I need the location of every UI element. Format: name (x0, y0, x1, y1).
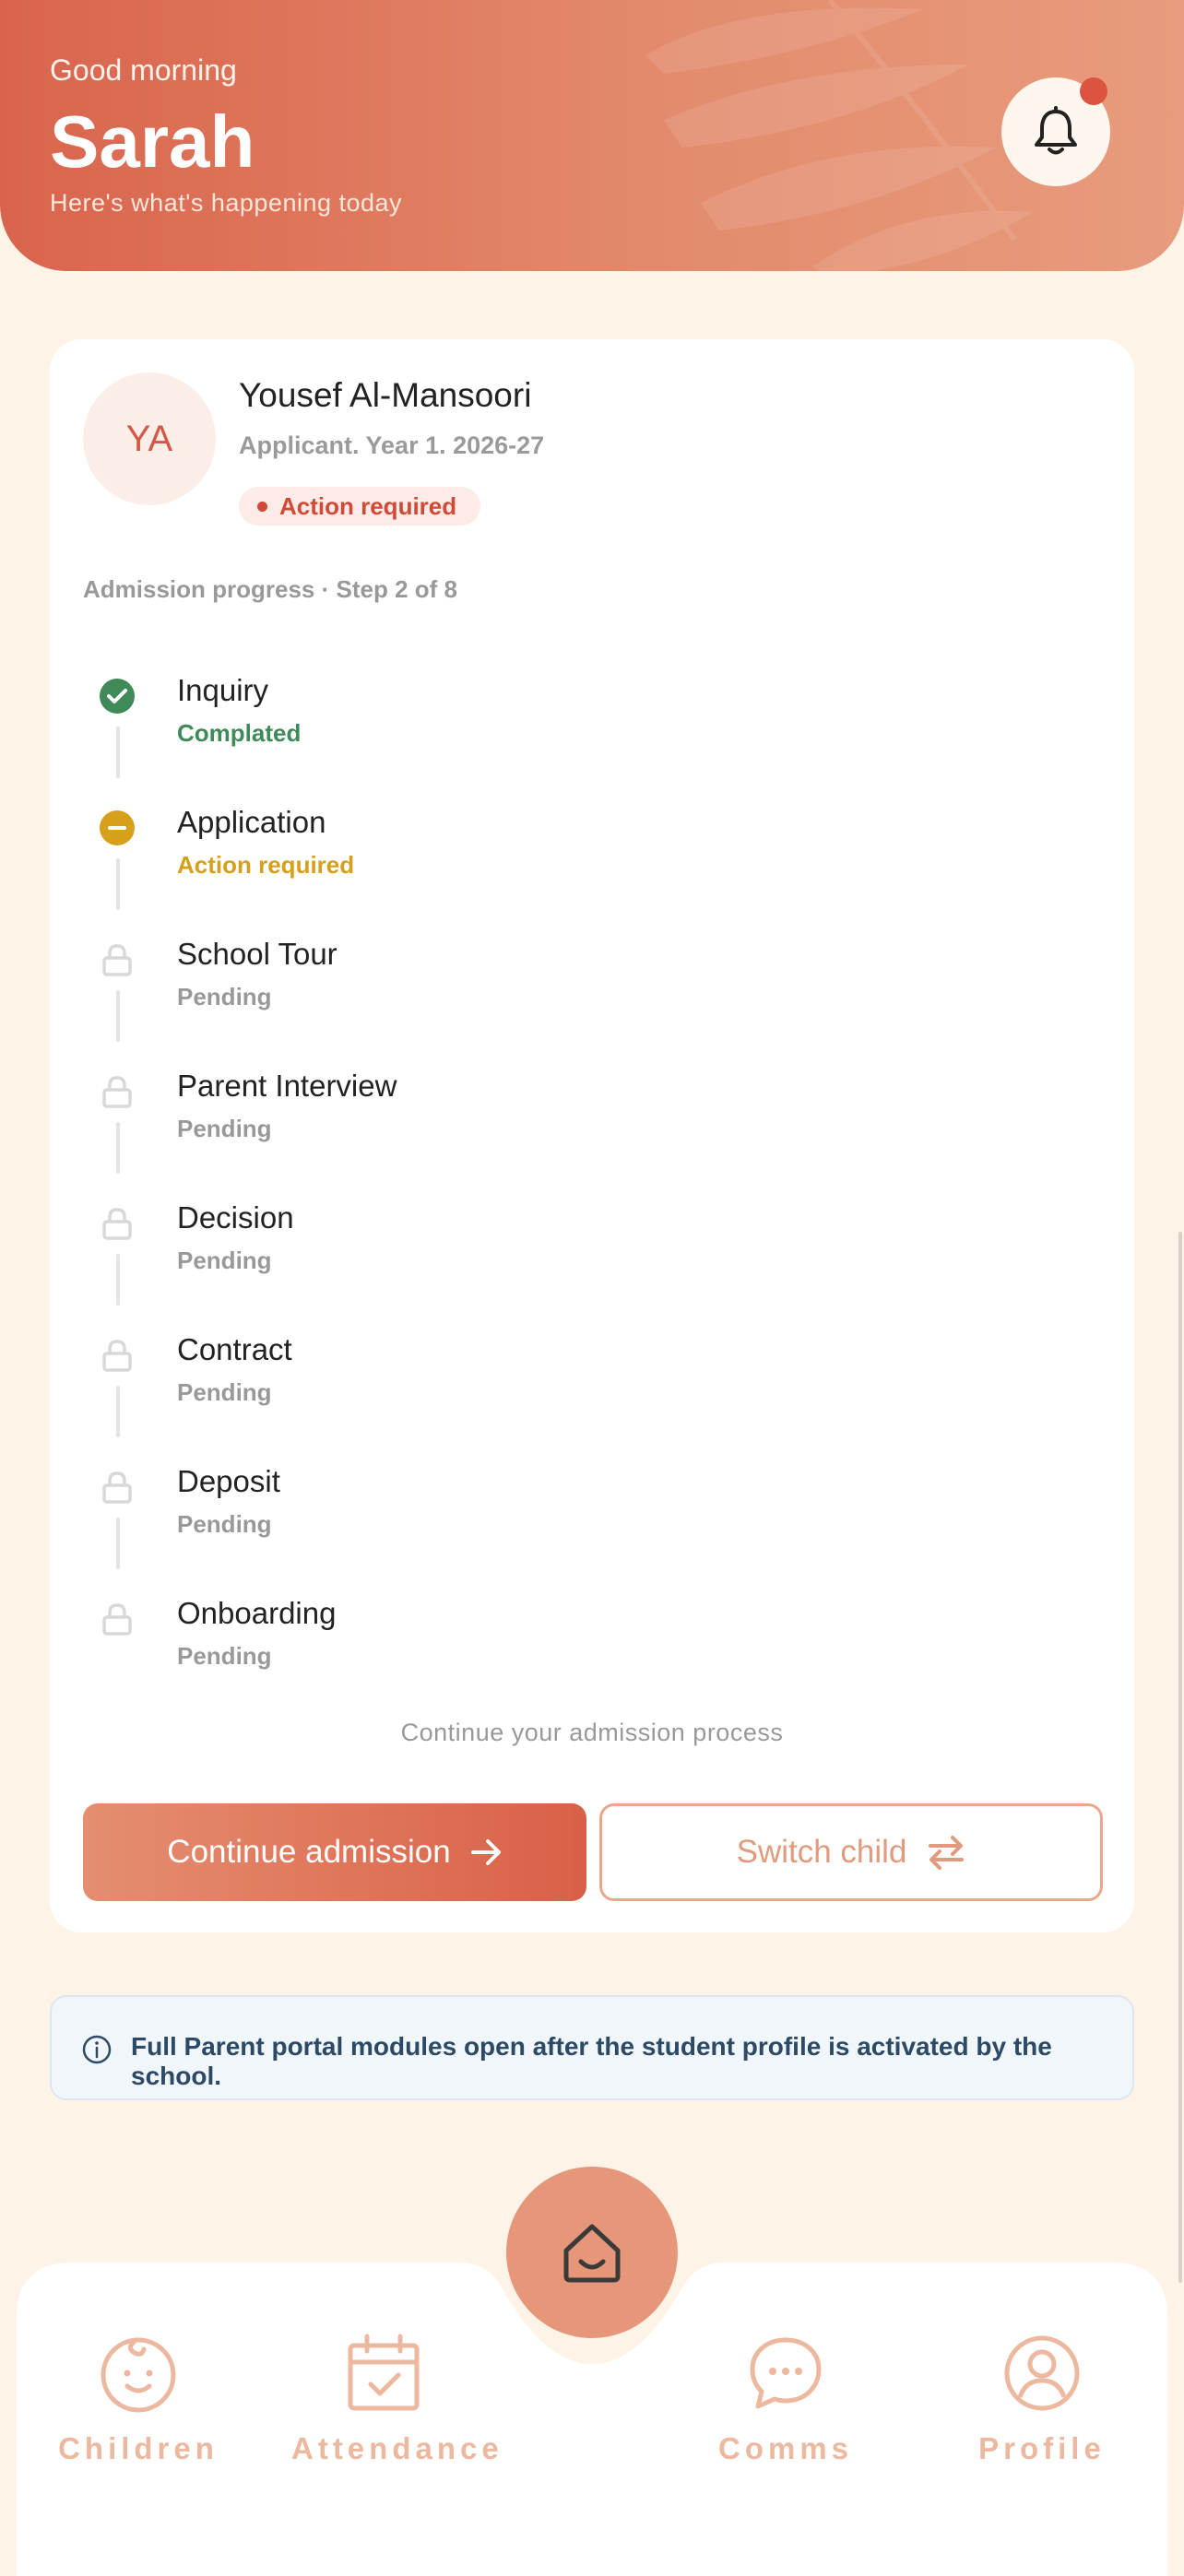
progress-step-application (50, 794, 1134, 926)
scrollbar[interactable] (1178, 1232, 1182, 2283)
step-label: Parent Interview (177, 1069, 397, 1103)
home-smile-icon (559, 2219, 625, 2286)
info-notice (50, 1995, 1134, 2100)
step-label: Deposit (177, 1464, 280, 1498)
admission-card (50, 339, 1134, 1932)
lock-icon (100, 1470, 135, 1505)
check-circle-icon (100, 679, 135, 714)
minus-circle-icon (100, 810, 135, 845)
bell-icon (1032, 106, 1080, 158)
step-status: Complated (177, 719, 302, 747)
step-connector (116, 1122, 120, 1174)
progress-step-contract (50, 1321, 1134, 1453)
step-status: Pending (177, 1642, 272, 1670)
status-badge: Action required (239, 487, 480, 526)
step-label: School Tour (177, 937, 337, 971)
step-status: Pending (177, 1247, 272, 1274)
nav-children-label: Children (58, 2431, 219, 2465)
nav-comms[interactable] (693, 2333, 878, 2466)
notification-dot (1080, 77, 1107, 105)
step-connector (116, 1254, 120, 1306)
nav-children[interactable] (46, 2333, 231, 2466)
step-status: Pending (177, 1510, 272, 1538)
progress-step-deposit (50, 1453, 1134, 1585)
lock-icon (100, 1338, 135, 1373)
progress-label: Admission progress · Step 2 of 8 (83, 575, 457, 603)
step-connector (116, 1518, 120, 1569)
notice-text: Full Parent portal modules open after the student profile is activated by the school. (131, 2032, 1052, 2090)
nav-attendance[interactable] (291, 2333, 503, 2466)
header-subtitle: Here's what's happening today (50, 189, 403, 217)
user-name: Sarah (50, 100, 255, 183)
progress-step-school-tour (50, 926, 1134, 1058)
step-status: Action required (177, 851, 355, 879)
step-label: Onboarding (177, 1596, 337, 1630)
greeting: Good morning (50, 53, 237, 87)
nav-profile[interactable] (950, 2333, 1134, 2466)
switch-child-label: Switch child (736, 1834, 907, 1870)
step-label: Inquiry (177, 673, 269, 707)
lock-icon (100, 1074, 135, 1109)
switch-child-button[interactable] (599, 1803, 1103, 1901)
swap-arrows-icon (927, 1835, 965, 1870)
continue-admission-button[interactable] (83, 1803, 586, 1901)
nav-profile-label: Profile (978, 2431, 1106, 2465)
chat-bubble-icon (745, 2333, 826, 2414)
user-circle-icon (1001, 2333, 1083, 2414)
nav-attendance-label: Attendance (291, 2431, 503, 2465)
step-status: Pending (177, 983, 272, 1010)
lock-icon (100, 1601, 135, 1637)
child-name: Yousef Al-Mansoori (239, 376, 532, 414)
home-button[interactable] (506, 2167, 678, 2338)
lock-icon (100, 942, 135, 977)
calendar-check-icon (343, 2333, 424, 2414)
info-icon (81, 2034, 112, 2065)
step-label: Contract (177, 1332, 292, 1366)
progress-step-inquiry (50, 662, 1134, 794)
step-label: Application (177, 805, 326, 839)
progress-step-decision (50, 1189, 1134, 1321)
progress-step-onboarding (50, 1585, 1134, 1717)
lock-icon (100, 1206, 135, 1241)
child-face-icon (98, 2333, 179, 2414)
continue-hint: Continue your admission process (400, 1719, 784, 1746)
arrow-right-icon (471, 1838, 503, 1866)
step-label: Decision (177, 1200, 294, 1235)
step-connector (116, 727, 120, 778)
step-connector (116, 858, 120, 910)
step-status: Pending (177, 1378, 272, 1406)
child-meta: Applicant. Year 1. 2026-27 (239, 431, 545, 459)
step-status: Pending (177, 1115, 272, 1142)
avatar: YA (83, 372, 216, 505)
continue-admission-label: Continue admission (167, 1834, 451, 1870)
step-connector (116, 990, 120, 1042)
nav-comms-label: Comms (717, 2431, 854, 2465)
progress-step-parent-interview (50, 1058, 1134, 1189)
step-connector (116, 1386, 120, 1437)
